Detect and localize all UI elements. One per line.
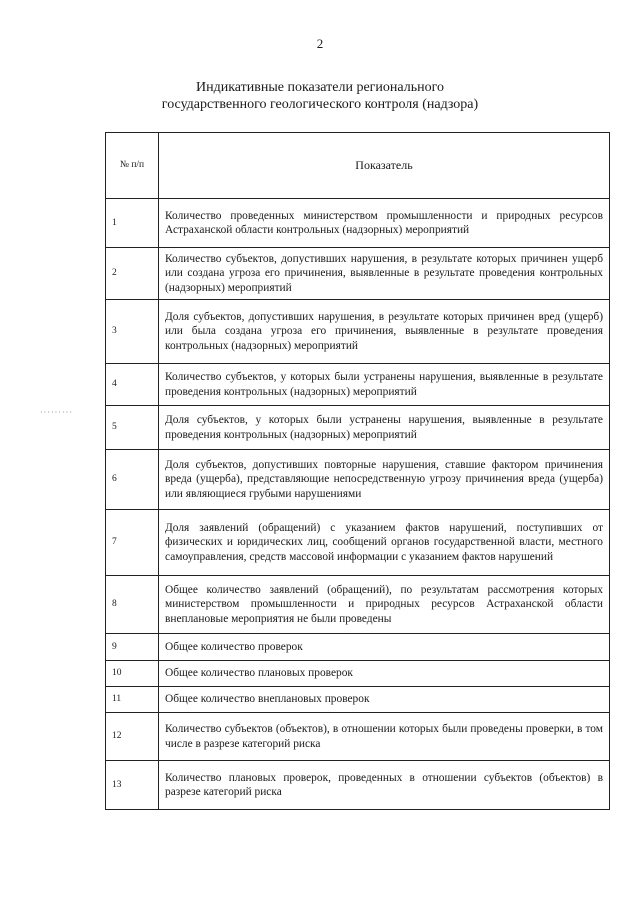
row-number: 12 (106, 713, 159, 761)
row-number: 10 (106, 661, 159, 687)
row-number: 5 (106, 406, 159, 450)
row-indicator: Количество субъектов, допустивших нарушения, в результате которых причинен ущерб или создана угроза его причинения, выявленные в результате проведения контрольных (надзорных) мероприятий (159, 248, 610, 300)
row-indicator: Доля заявлений (обращений) с указанием фактов нарушений, поступивших от физических и юридических лиц, сообщений органов государственной власти, местного самоуправления, средств массовой информации с указанием фактов нарушений (159, 510, 610, 576)
row-indicator: Доля субъектов, допустивших нарушения, в результате которых причинен вред (ущерб) или была создана угроза его причинения, выявленные в результате проведения контрольных (надзорных) мероприятий (159, 300, 610, 364)
row-number: 9 (106, 634, 159, 661)
row-indicator: Доля субъектов, допустивших повторные нарушения, ставшие фактором причинения вреда (ущерба), представляющие непосредственную угрозу причинения вреда (ущерба) или являющиеся грубыми нарушениями (159, 450, 610, 510)
table-row (106, 576, 610, 634)
row-indicator: Количество плановых проверок, проведенных в отношении субъектов (объектов) в разрезе категорий риска (159, 761, 610, 810)
indicators-table (105, 132, 610, 810)
table-row (106, 761, 610, 810)
table-row (106, 199, 610, 248)
document-title (0, 79, 640, 113)
table-row (106, 687, 610, 713)
table-row (106, 450, 610, 510)
table-row (106, 406, 610, 450)
page-number: 2 (316, 36, 324, 51)
row-indicator: Общее количество плановых проверок (159, 661, 610, 687)
row-indicator: Количество проведенных министерством промышленности и природных ресурсов Астраханской области контрольных (надзорных) мероприятий (159, 199, 610, 248)
row-number: 11 (106, 687, 159, 713)
header-indicator: Показатель (159, 133, 610, 199)
row-indicator: Количество субъектов, у которых были устранены нарушения, выявленные в результате проведения контрольных (надзорных) мероприятий (159, 364, 610, 406)
title-line-1: Индикативные показатели регионального (195, 80, 444, 95)
row-number: 2 (106, 248, 159, 300)
table-row (106, 661, 610, 687)
title-line-2: государственного геологического контроля (надзора) (161, 97, 479, 112)
row-indicator: Количество субъектов (объектов), в отношении которых были проведены проверки, в том числе в разрезе категорий риска (159, 713, 610, 761)
row-number: 8 (106, 576, 159, 634)
table-row (106, 248, 610, 300)
header-num: № п/п (106, 133, 159, 199)
row-number: 13 (106, 761, 159, 810)
row-indicator: Общее количество внеплановых проверок (159, 687, 610, 713)
row-number: 3 (106, 300, 159, 364)
table-row (106, 510, 610, 576)
row-number: 4 (106, 364, 159, 406)
table-row (106, 300, 610, 364)
table-row (106, 364, 610, 406)
table-header-row (106, 133, 610, 199)
row-indicator: Общее количество проверок (159, 634, 610, 661)
row-indicator: Доля субъектов, у которых были устранены нарушения, выявленные в результате проведения контрольных (надзорных) мероприятий (159, 406, 610, 450)
table-row (106, 634, 610, 661)
row-number: 6 (106, 450, 159, 510)
row-number: 1 (106, 199, 159, 248)
margin-mark: ········· (40, 408, 73, 417)
row-number: 7 (106, 510, 159, 576)
table-row (106, 713, 610, 761)
row-indicator: Общее количество заявлений (обращений), по результатам рассмотрения которых министерством промышленности и природных ресурсов Астраханской области внеплановые мероприятия не были проведены (159, 576, 610, 634)
